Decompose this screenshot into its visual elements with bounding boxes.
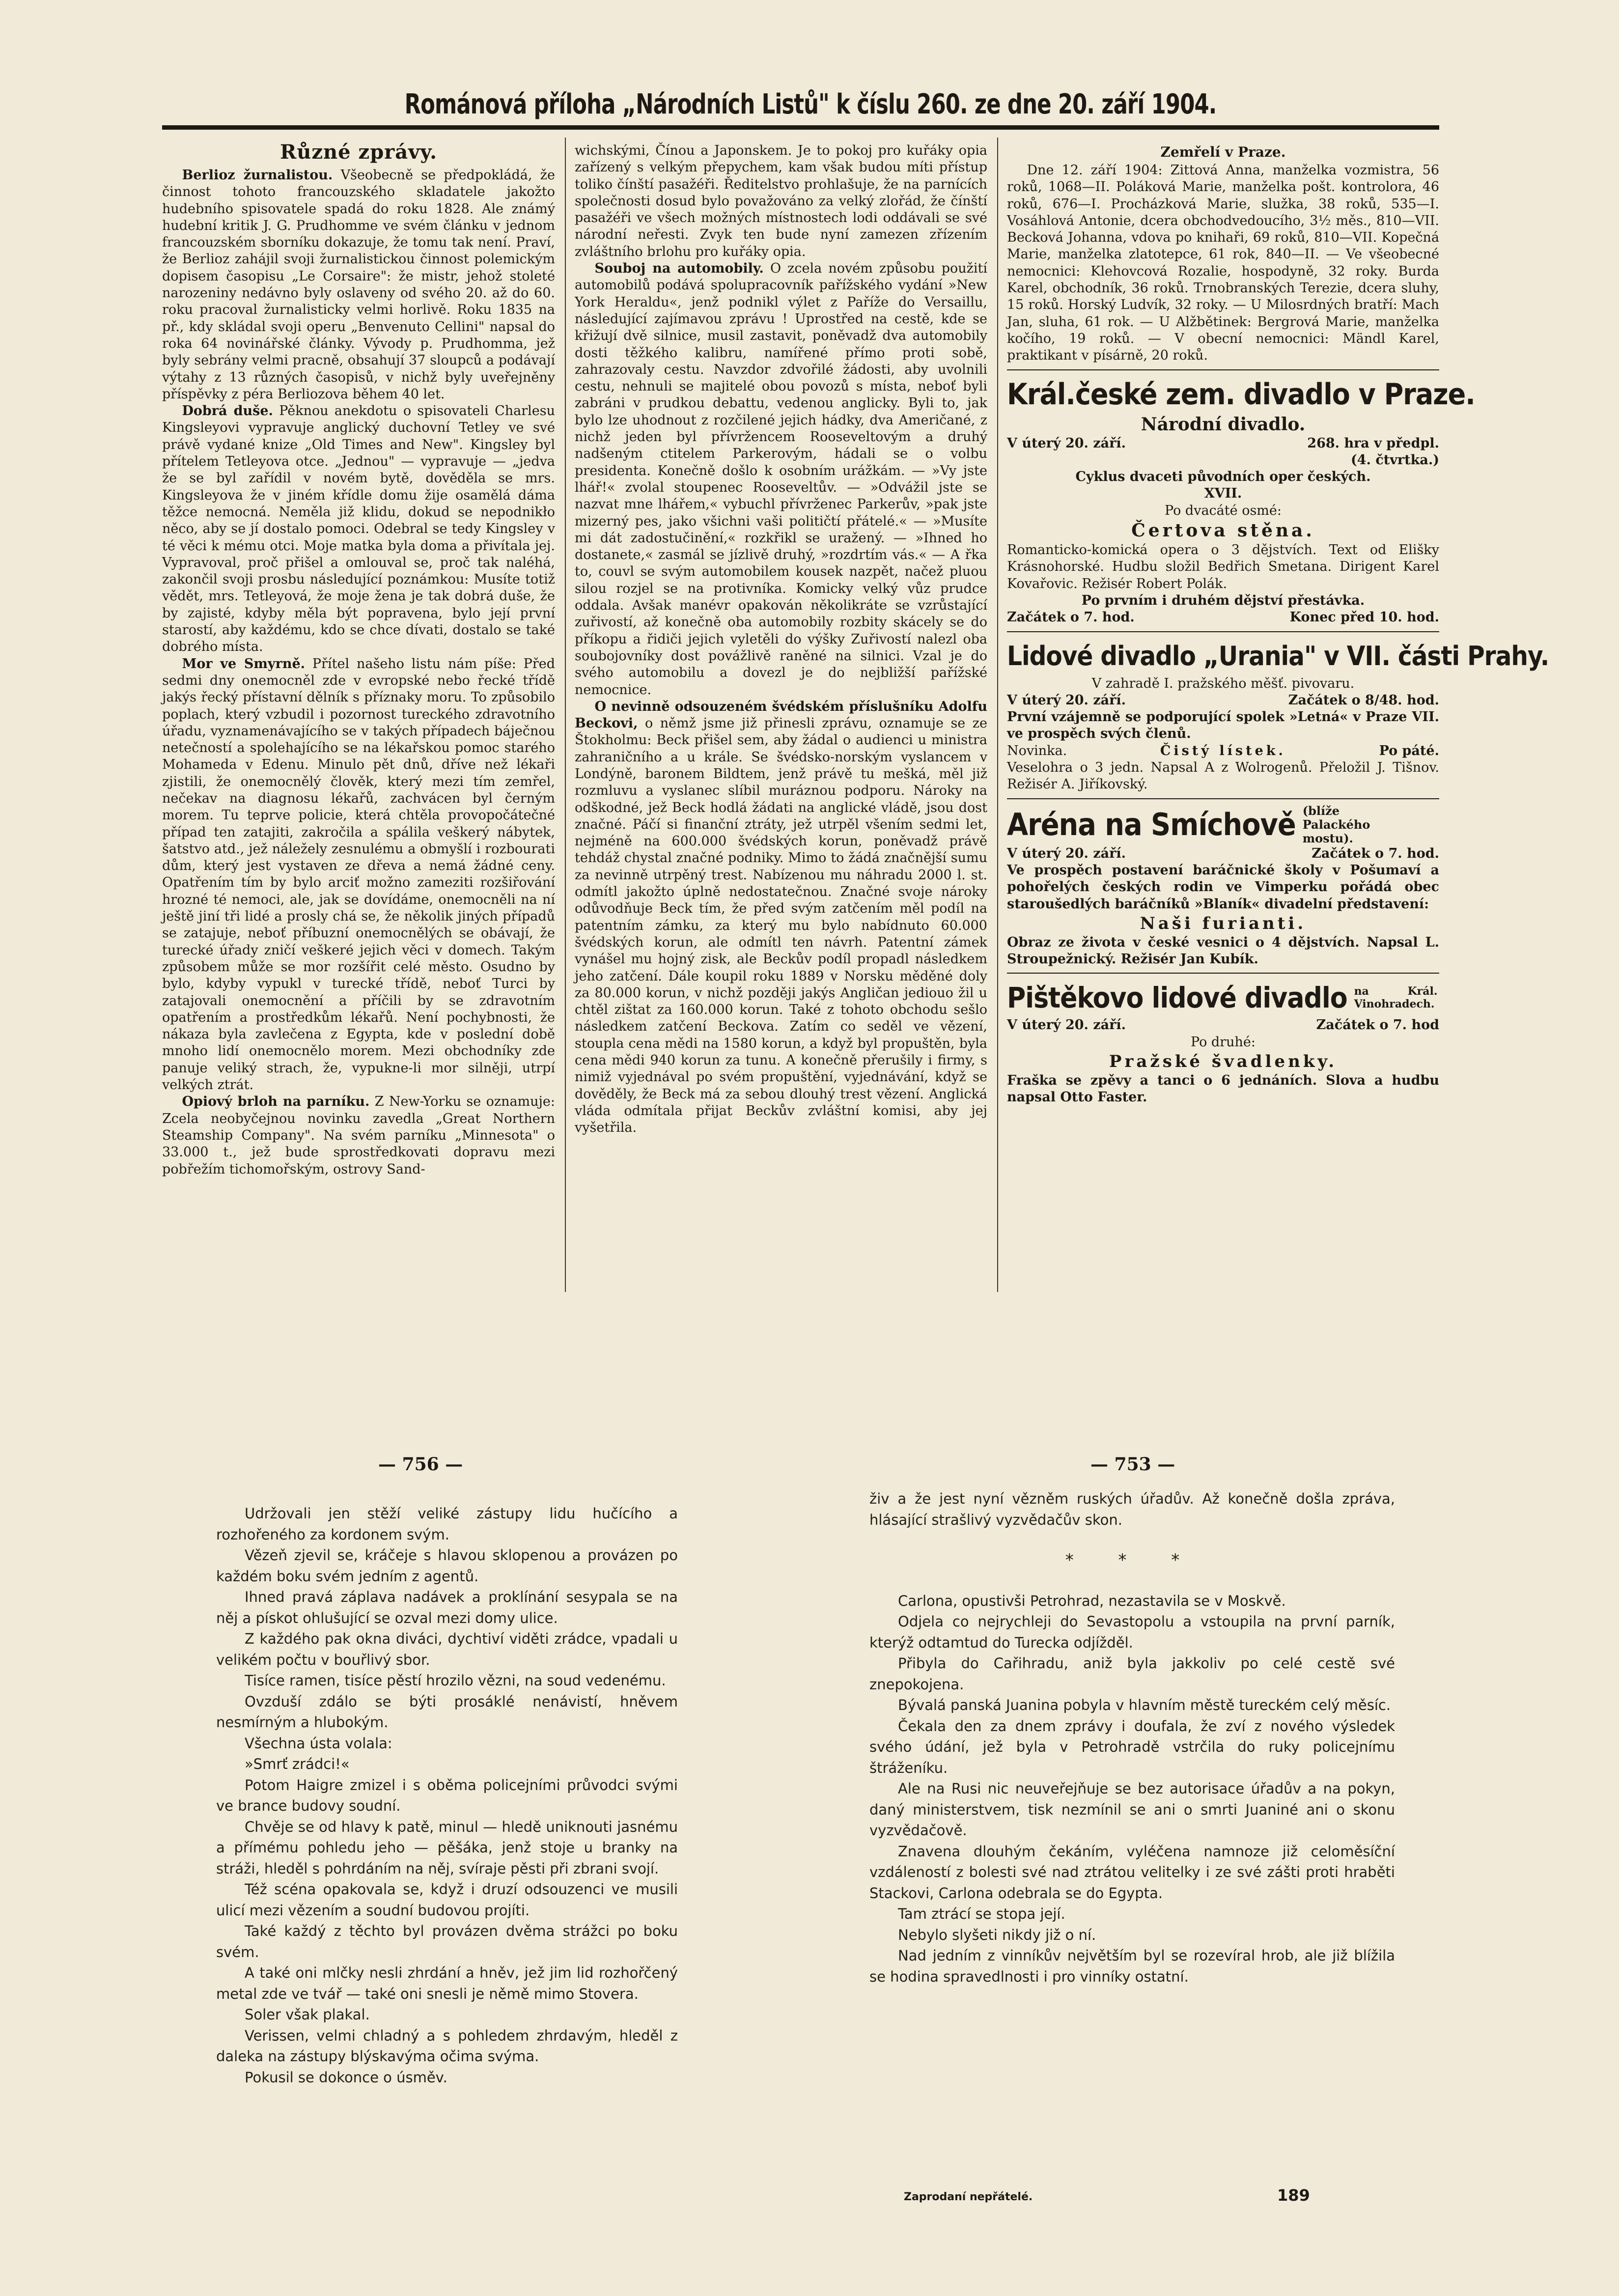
play-end: Konec před 10. hod. — [1289, 610, 1439, 625]
article-body: O zcela novém způsobu použití automobilů podává spolupracovník pařížského vydání »New York Heraldu«, jenž podnikl výlet z Paříže do Versaillu, následující zajímavou zprávu ! Uprostřed na cestě, kde se křižují dvě silnice, musil zastavit, poněvadž dva automobily dosti těžkého kalibru, namířené přímo proti sobě, zahrazovaly cestu. Navzdor zdvořilé žádosti, aby uvolnili cestu, nehnuli se majitelé obou povozů s místa, neboť byli zabráni v prudkou debattu, vedenou anglicky. Byli to, jak bylo lze uhodnout z rozčilené jejich hádky, dva Američané, z nichž jeden byl přívržencem Rooseveltovým a druhý nadšeným ctitelem Parkerovým, hádali se o volbu presidenta. Konečně došlo k osobním urážkám. — »Vy jste lhář!« zvolal stoupenec Rooseveltův. — »Odvážil jste se nazvat mne lhářem,« vybuchl přívrženec Parkerův, »pak jste mizerný pes, jako všichni vaši političtí přátelé.« — »Musíte mi dát zadostučinění,« rozkřikl se uražený. — »Ihned ho dostanete,« zasmál se jízlivě druhý, »rozdrtím vás.« — A řka to, couvl se svým automobilem kousek nazpět, načež pluou silou rozjel se na protivníka. Komicky velký vůz prudce oddala. Avšak manévr opakován několikráte se vzrůstající zuřivostí, až konečně oba automobily rozbity skácely se do příkopu a řidiči jejich vyletěli do výšky Zuřivostí nalezl oba soubojovníky dost povážlivě raněné na silnici. Vzal je do svého automobilu a dovezl je do nejbližší pařížské nemocnice. — [575, 261, 987, 698]
novel-paragraph: Carlona, opustivši Petrohrad, nezastavila se v Moskvě. — [898, 1592, 1286, 1609]
novel-paragraph: Ovzduší zdálo se býti prosáklé nenávistí, hněvem nesmírným a hlubokým. — [216, 1693, 678, 1731]
novel-paragraph: Všechna ústa volala: — [245, 1735, 392, 1752]
play-intermission: Po prvním i druhém dějství přestávka. — [1081, 592, 1365, 608]
novel-paragraph: Bývalá panská Juanina pobyla v hlavním městě tureckém celý měsíc. — [898, 1697, 1391, 1713]
divider — [1007, 369, 1439, 370]
theatre-date-row — [1007, 435, 1439, 452]
column-divider — [997, 138, 998, 1292]
header-rule — [162, 125, 1439, 130]
theatre-date: V úterý 20. září. — [1007, 1017, 1126, 1033]
theatre-times: Po dvacáté osmé: — [1165, 503, 1282, 518]
novel-paragraph: Potom Haigre zmizel i s oběma policejními průvodci svými ve brance budovy soudní. — [216, 1776, 678, 1814]
section-break-stars: * * * — [1065, 1550, 1200, 1570]
theatre-title-row — [1007, 979, 1439, 1017]
theatre-title-narodni: Král.české zem. divadlo v Praze. — [1007, 377, 1475, 412]
novel-paragraph: Vězeň zjevil se, kráčeje s hlavou sklopenou a provázen po každém boku svém jedním z agentů. — [216, 1547, 678, 1585]
theatre-ctvrtka: (4. čtvrtka.) — [1350, 452, 1439, 468]
play-title: Pražské švadlenky. — [1109, 1051, 1338, 1071]
theatre-date: V úterý 20. září. — [1007, 692, 1126, 708]
article-heading: O nevinně odsouzeném švédském příslušníku Adolfu Beckovi, — [575, 699, 987, 731]
play-start: Začátek o 7. hod. — [1312, 845, 1439, 861]
novel-paragraph: Z každého pak okna diváci, dychtiví viděti zrádce, vpadali u velikém počtu v bouřlivý sbor. — [216, 1630, 678, 1668]
novel-paragraph: Ihned pravá záplava nadávek a proklínání sesypala se na něj a pískot ohlušující se ozval mezi domy ulice. — [216, 1589, 678, 1626]
novel-paragraph: Udržovali jen stěží veliké zástupy lidu hučícího a rozhořeného za kordonem svým. — [216, 1505, 678, 1543]
article-body: Pěknou anekdotu o spisovateli Charlesu Kingsleyovi vypravuje anglický duchovní Tetley ve své právě vydané knize „Old Times and New". Kingsley byl přítelem Tetleyova otce. „Jednou" — vypravuje — „jedva že se byl zařídil v novém bytě, dověděla se mrs. Kingsleyova že v jiném křídle domu žije osamělá dáma těžce nemocná. Neměla již klidu, dokud se nepodnikło něco, aby se jí dostalo pomoci. Odebral se tedy Kingsley v té věci k mému otci. Moje matka byla doma a přivítala jej. Vypravoval, proč přišel a omlouval se, proč tak naléhá, zakončil svoji prosbu následující poznámkou: Musíte totiž vědět, mrs. Tetleyová, že moje žena je tak dobrá duše, že by zajisté, kdyby měla být popravena, bylo její první starostí, aby každému, kdo se chce dívati, dostalo se také dobrého místa. — [162, 403, 555, 655]
novel-paragraph: Také každý z těchto byl provázen dvěma strážci po boku svém. — [216, 1923, 678, 1960]
article-dobra-duse — [162, 403, 555, 655]
play-title: Čertova stěna. — [1131, 520, 1315, 541]
play-description: Romanticko-komická opera o 3 dějstvích. Text od Elišky Krásnohorské. Hudbu složil Bedřich Smetana. Dirigent Karel Kovařovic. Režisér Robert Polák. — [1007, 542, 1439, 591]
theatre-date-row — [1007, 845, 1439, 862]
play-start: Začátek o 7. hod. — [1007, 610, 1135, 625]
theatre-title-pistek: Pištěkovo lidové divadlo — [1007, 981, 1347, 1015]
novel-paragraph: Nebylo slyšeti nikdy již o ní. — [898, 1926, 1096, 1943]
play-title: Naši furianti. — [1140, 913, 1307, 933]
page-number-right: — 753 — — [1090, 1454, 1175, 1475]
column-3 — [1007, 142, 1549, 1106]
theatre-location-note: (blíže Palackého mostu). — [1302, 803, 1370, 845]
article-body: o němž jsme již přinesli zprávu, oznamuje se ze Štokholmu: Beck přišel sem, aby žádal o audienci u ministra zahraničního a u krále. Se švédsko-norským vyslancem v Londýně, baronem Bildtem, jenž právě tu mešká, měl již rozmluvu a vyslanec slíbil muráznou podporu. Nároky na odškodné, jež Beck hodlá žádati na anglické vládě, jsou dost značné. Páčí si finanční ztráty, jež utrpěl všením sedmi let, nejméně na 600.000 švédských korun, poněvadž právě tehdáž chystal značné podniky. Mimo to žádá značnější sumu za nevinně utrpěný trest. Nabízenou mu náhradu 2000 l. st. odmítl jakožto úplně nedostatečnou. Značné svoje nároky odůvodňuje Beck tím, že před svým zatčením měl podíl na patentním zámku, za který mu bylo nabídnuto 60.000 švédských korun, ale odmítl ten návrh. Patentní zámek vynášel mu hojný zisk, ale Beckův podíl propadl následkem jeho zatčení. Dále koupil roku 1889 v Norsku měděné doly za 80.000 korun, v nichž později jakýs Angličan jediouo žil u chtěl zištat za 160.000 korun. Také z tohoto obchodu sešlo následkem zatčení Beckova. Zatím co seděl ve vězení, stoupla cena mědi na 1580 korun, a když byl propuštěn, byla cena mědi 940 korun za tunu. A konečně přerušily i firmy, s nimiž vyjednával po svém propuštění, vyjednávání, když se dověděly, že Beck má za sebou dlouhý trest vězení. Anglická vláda odmítala přijat Beckův zvláštní komisi, aby jej vyšetřila. — [575, 716, 987, 1136]
novel-paragraph: Přibyla do Cařihradu, aniž byla jakkoliv po celé cestě své znepokojena. — [869, 1655, 1395, 1693]
article-mor — [162, 656, 555, 1094]
footer-title: Zaprodaní nepřátelé. — [904, 2191, 1033, 2203]
article-berlioz — [162, 167, 555, 403]
play-count: Po páté. — [1379, 743, 1439, 758]
article-opium — [162, 1093, 555, 1177]
novel-paragraph: Nad jedním z vinníkův největším byl se rozevíral hrob, ale již blížila se hodina spravedlnosti i pro vinníky ostatní. — [869, 1947, 1395, 1985]
article-opium-cont: wichskými, Čínou a Japonskem. Je to pokoj pro kuřáky opia zařízený s velkým přepychem, kam však budou míti přístup toliko čínští pasažéři. Ředitelstvo prohlašuje, že na parnících společnosti dosud bylo považováno za velký zlořád, že čínští pasažéři ve všech možných místnostech lodi oddávali se své národní neřesti. Zvyk ten bude nyní zamezen zřízením zvláštního brlohu pro kuřáky opia. — [575, 143, 987, 259]
theatre-cycle-number: XVII. — [1204, 486, 1242, 502]
article-heading: Berlioz žurnalistou. — [182, 168, 333, 183]
play-description: Obraz ze života v české vesnici o 4 dějstvích. Napsal L. Stroupežnický. Režisér Jan Kubík. — [1007, 934, 1439, 967]
theatre-date-row — [1007, 692, 1439, 709]
theatre-benefit: Ve prospěch postavení baráčnické školy v Pošumaví a pohořelých českých rodin ve Vimperku pořádá obec staroušedlých baráčníků »Blaník« divadelní představení: — [1007, 862, 1439, 912]
play-description: Veselohra o 3 jedn. Napsal A z Wolrogenů. Přeložil J. Tišnov. Režisér A. Jiříkovský. — [1007, 760, 1439, 792]
novel-paragraph: Chvěje se od hlavy k patě, minul — hledě uniknouti jasnému a přímému pohledu jeho — pěšáka, jenž stoje u branky na stráži, hleděl s pohrdáním na něj, svíraje pěsti při zbrani svojí. — [216, 1818, 678, 1877]
article-heading: Souboj na automobily. — [594, 261, 764, 277]
novel-page-right — [869, 1488, 1395, 1987]
play-start: Začátek o 7. hod — [1316, 1017, 1439, 1033]
theatre-title-arena: Aréna na Smíchově — [1007, 806, 1296, 842]
novel-paragraph: Čekala den za dnem zprávy i doufala, že zví z nového výsledek svého údání, jež byla v Petrohradě vstrčila do ruky policejnímu štráženíku. — [869, 1717, 1395, 1776]
novel-paragraph: Tisíce ramen, tisíce pěstí hrozilo vězni, na soud vedenému. — [245, 1672, 666, 1689]
divider — [1007, 798, 1439, 799]
article-heading: Mor ve Smyrně. — [182, 656, 306, 672]
column-1 — [162, 138, 555, 1178]
divider — [1007, 631, 1439, 632]
footer-page-number: 189 — [1277, 2186, 1310, 2205]
play-time-row — [1007, 609, 1439, 626]
article-body: Všeobecně se předpokládá, že činnost tohoto francouzského skladatele jakožto hudebního spisovatele spadá do roku 1828. Ale známý hudební kritik J. G. Prudhomme ve svém článku v jednom francouzském sborníku dokazuje, že tomu tak není. Praví, že Berlioz zahájil svoji žurnalistickou činnost polemickým dopisem časopisu „Le Corsaire": že mistr, jehož stoleté narozeniny nedávno byly oslaveny od svého 20. až do 60. roku pracoval žurnalisticky velmi horlivě. Roku 1835 na př., kdy skládal svoji operu „Benvenuto Cellini" napsal do roka 64 novinářské články. Vývody p. Prudhomma, jež byly sebrány velmi pracně, obsahují 37 sloupců a podávají výtahy z 13 různých časopisů, v nichž byly uveřejněny příspěvky z péra Berliozova během 40 let. — [162, 168, 555, 402]
column-2 — [575, 142, 987, 1137]
novel-paragraph: Ale na Rusi nic neuveřejňuje se bez autorisace úřadův a na pokyn, daný ministerstvem, tisk nezmínil se ani o smrti Juaniné ani o skonu vyzvědačově. — [869, 1780, 1395, 1839]
divider — [1007, 973, 1439, 974]
play-description: Fraška se zpěvy a tanci o 6 jednáních. Slova a hudbu napsal Otto Faster. — [1007, 1072, 1439, 1105]
novel-paragraph: Odjela co nejrychleji do Sevastopolu a vstoupila na první parník, kterýž odtamtud do Turecka odjížděl. — [869, 1613, 1395, 1651]
theatre-location-note: na Král. Vinohradech. — [1354, 985, 1438, 1011]
article-body: Přítel našeho listu nám píše: Před sedmi dny onemocněl zde v evropské nebo řecké třídě jakýs řecký přístavní dělník s příznaky moru. To způsobilo poplach, který vzbudil i pozornost tureckého zdravotního úřadu, vyznamenávajícího se v takých případech báječnou netečností a spolehajícího se na lékařskou pomoc starého Mohameda v Edenu. Minulo pět dnů, dříve než lékaři zjistili, že onemocnělý člověk, který mezi tím zemřel, nečekav na diagnosu lékařů, zachvácen byl černým morem. Tu teprve policie, která chtěla provopočátečné případ ten zatajiti, zakročila a spálila veškerý nábytek, šatstvo atd., jež náležely zesnulému a obmyšlí i rozbourati dům, který jest vystaven ze dřeva a nemá žádné ceny. Opatřením tím by bylo arciť možno zameziti rozšiřování hrozné té nemoci, ale, jak se dovídáme, onemocněli na ní ještě jiní tři lidé a prosly chá se, že několik jiných případů se zatajuje, neboť příbuzní onemocnělých se obávají, že turecké úřady zničí veškeré jejich věci v domech. Takým způsobem může se mor rozšířit celé město. Osudno by bylo, kdyby vypukl v turecké třídě, neboť Turci by zatajovali onemocnění a příčili by se zdravotním opatřením a prostředkům lékařů. Není pochybnosti, že nákaza byla zavlečena z Egypta, kde v poslední době mnoho lidí onemocnělo morem. Mezi obchodníky zde panuje veliký strach, že, vypukne-li mor silněji, utrpí velkých ztrát. — [162, 656, 555, 1093]
novel-paragraph: Pokusil se dokonce o úsměv. — [245, 2069, 447, 2086]
novel-paragraph: Znavena dlouhým čekáním, vyléčena namnoze již celoměsíční vzdáleností z bolesti své nad ztrátou velitelky i ze své zášti proti hraběti Stackovi, Carlona odebrala se do Egypta. — [869, 1843, 1395, 1902]
play-novelty: Novinka. — [1007, 743, 1067, 758]
section-heading: Různé zprávy. — [280, 140, 437, 164]
theatre-date-row — [1007, 1017, 1439, 1034]
play-title: Čistý lístek. — [1160, 743, 1286, 758]
supplement-header: Románová příloha „Národních Listů" k číslu 260. ze dne 20. září 1904. — [404, 88, 1217, 120]
theatre-cycle: Cyklus dvaceti původních oper českých. — [1075, 469, 1371, 485]
article-heading: Opiový brloh na parníku. — [182, 1094, 370, 1110]
theatre-benefit: První vzájemně se podporující spolek »Letná« v Praze VII. ve prospěch svých členů. — [1007, 709, 1439, 742]
theatre-venue: V zahradě I. pražského měšť. pivovaru. — [1091, 675, 1355, 691]
novel-paragraph: Též scéna opakovala se, když i druzí odsouzenci ve musili ulicí mezi vězením a soudní budovou projíti. — [216, 1881, 678, 1919]
novel-paragraph: A také oni mlčky nesli zhrdání a hněv, jež jim lid rozhořčený metal zde ve tvář — také oni snesli je němě mimo Stovera. — [216, 1964, 678, 2002]
theatre-date: V úterý 20. září. — [1007, 435, 1126, 451]
theatre-title-urania: Lidové divadlo „Urania" v VII. části Prahy. — [1007, 640, 1549, 672]
article-heading: Dobrá duše. — [182, 403, 273, 419]
page-number-left: — 756 — — [378, 1454, 463, 1475]
novel-paragraph: Verissen, velmi chladný a s pohledem zhrdavým, hleděl z daleka na zástupy blýskavýma očima svýma. — [216, 2027, 678, 2065]
novel-paragraph: Soler však plakal. — [245, 2006, 370, 2023]
theatre-subscription: 268. hra v předpl. — [1307, 435, 1439, 451]
novel-page-left — [216, 1503, 678, 2088]
play-start: Začátek o 8/48. hod. — [1288, 692, 1439, 708]
play-title-row — [1007, 743, 1439, 759]
article-body: Z New-Yorku se oznamuje: Zcela neobyčejnou novinku zavedla „Great Northern Steamship Company". Na svém parníku „Minnesota" o 33.000 t., jež bude sprostředkovati dopravu mezi pobřežím tichomořským, ostrovy Sand- — [162, 1094, 555, 1177]
novel-paragraph: Tam ztrácí se stopa její. — [898, 1905, 1065, 1922]
novel-paragraph: »Smrť zrádci!« — [245, 1756, 350, 1772]
article-beck — [575, 699, 987, 1137]
article-souboj — [575, 260, 987, 699]
deaths-heading: Zemřelí v Praze. — [1160, 144, 1286, 160]
theatre-times: Po druhé: — [1191, 1034, 1256, 1050]
novel-paragraph: živ a že jest nyní vězněm ruských úřadův. Až konečně došla zpráva, hlásající strašlivý vyzvědačův skon. — [869, 1490, 1395, 1528]
column-divider — [565, 138, 566, 1292]
deaths-list: Dne 12. září 1904: Zittová Anna, manželka vozmistra, 56 roků, 1068—II. Poláková Marie, manželka pošt. kontrolora, 46 roků, 676—I. Procházková Marie, služka, 38 roků, 535—I. Vosáhlová Antonie, dcera obchodvedoucího, 3½ měs., 810—VII. Becková Johanna, vdova po knihaři, 69 roků, 810—VII. Kopečná Marie, manželka zlatotepce, 61 rok, 840—II. — Ve všeobecné nemocnici: Klehovcová Rozalie, hospodyně, 32 roky. Burda Karel, obchodník, 36 roků. Trnobranských Terezie, dcera sluhy, 15 roků. Horský Ludvík, 32 roky. — U Milosrdných bratří: Mach Jan, sluha, 61 rok. — U Alžbětinek: Bergrová Marie, manželka kočího, 19 roků. — V obecní nemocnici: Mändl Karel, praktikant v písárně, 20 roků. — [1007, 163, 1439, 364]
theatre-date: V úterý 20. září. — [1007, 845, 1126, 861]
theatre-subtitle: Národní divadlo. — [1141, 414, 1306, 435]
theatre-title-row — [1007, 804, 1439, 845]
